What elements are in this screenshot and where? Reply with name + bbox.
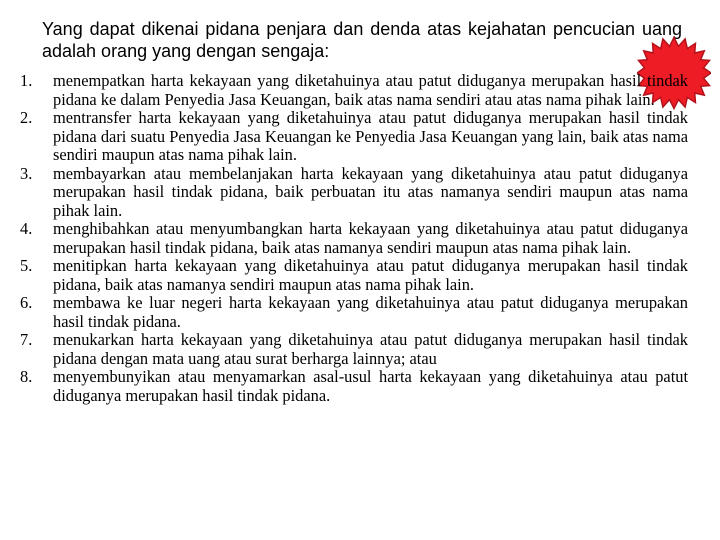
offense-list xyxy=(20,72,688,405)
list-item xyxy=(20,294,688,331)
list-item-text: menghibahkan atau menyumbangkan harta kekayaan yang diketahuinya atau patut diduganya merupakan hasil tindak pidana, baik atas namanya sendiri maupun atas nama pihak lain. xyxy=(53,219,688,257)
list-item xyxy=(20,72,688,109)
list-item-text: menitipkan harta kekayaan yang diketahuinya atau patut diduganya merupakan hasil tindak pidana, baik atas namanya sendiri maupun atas nama pihak lain. xyxy=(53,256,688,294)
list-item-text: menyembunyikan atau menyamarkan asal-usul harta kekayaan yang diketahuinya atau patut diduganya merupakan hasil tindak pidana. xyxy=(53,367,688,405)
list-item-number: 7. xyxy=(20,330,33,349)
list-item-number: 8. xyxy=(20,367,33,386)
list-item xyxy=(20,368,688,405)
list-item-text: menukarkan harta kekayaan yang diketahuinya atau patut diduganya merupakan hasil tindak pidana dengan mata uang atau surat berharga lainnya; atau xyxy=(53,330,688,368)
list-item-text: menempatkan harta kekayaan yang diketahuinya atau patut diduganya merupakan hasil tindak pidana ke dalam Penyedia Jasa Keuangan, baik atas nama sendiri atau atas nama pihak lain. xyxy=(53,71,688,109)
list-item xyxy=(20,257,688,294)
list-item-number: 2. xyxy=(20,108,33,127)
list-item-number: 4. xyxy=(20,219,33,238)
list-item-text: membayarkan atau membelanjakan harta kekayaan yang diketahuinya atau patut diduganya merupakan hasil tindak pidana, baik perbuatan itu atas namanya sendiri maupun atas nama pihak lain. xyxy=(53,163,688,220)
list-item-text: mentransfer harta kekayaan yang diketahuinya atau patut diduganya merupakan hasil tindak pidana dari suatu Penyedia Jasa Keuangan ke Penyedia Jasa Keuangan yang lain, baik atas nama sendiri maupun atas nama pihak lain. xyxy=(53,108,688,164)
list-item xyxy=(20,220,688,257)
list-item-number: 3. xyxy=(20,163,33,183)
list-item xyxy=(20,331,688,368)
list-item-text: membawa ke luar negeri harta kekayaan yang diketahuinya atau patut diduganya merupakan hasil tindak pidana. xyxy=(53,293,688,331)
list-item-number: 5. xyxy=(20,256,33,275)
list-item-number: 6. xyxy=(20,293,33,312)
page-heading: Yang dapat dikenai pidana penjara dan denda atas kejahatan pencucian uang adalah orang yang dengan sengaja: xyxy=(42,19,682,61)
list-item-number: 1. xyxy=(20,71,33,90)
list-item xyxy=(20,109,688,165)
list-item xyxy=(20,165,688,221)
